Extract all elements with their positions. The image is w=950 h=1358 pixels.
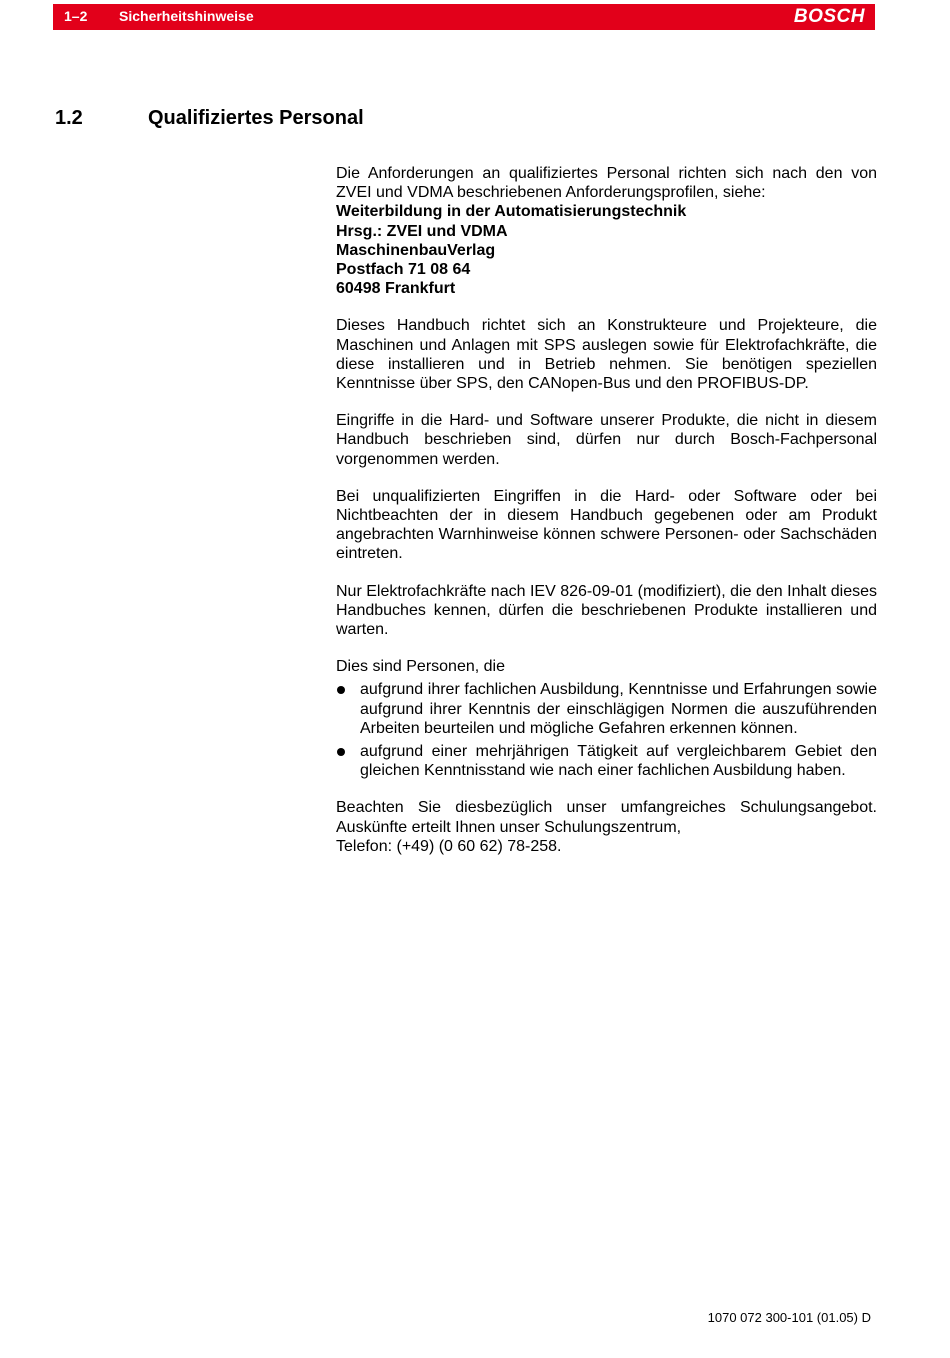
reference-verlag: MaschinenbauVerlag (336, 241, 496, 259)
list-item (336, 742, 877, 780)
paragraph-requirements (336, 164, 877, 298)
list-item-text: aufgrund ihrer fachlichen Ausbildung, Kenntnisse und Erfahrungen sowie aufgrund ihrer Kenntnis der einschlägigen Normen die auszuführenden Arbeiten beurteilen und mögliche Gefahren erkennen können. (360, 681, 877, 737)
bosch-logo: BOSCH (793, 6, 865, 27)
reference-title: Weiterbildung in der Automatisierungstechnik (336, 203, 687, 221)
reference-city: 60498 Frankfurt (336, 280, 456, 298)
paragraph-audience: Dieses Handbuch richtet sich an Konstrukteure und Projekteure, die Maschinen und Anlagen mit SPS auslegen sowie für Elektrofachkräfte, die diese installieren und in Betrieb nehmen. Sie benötigen speziellen Kenntnisse über SPS, den CANopen-Bus und den PROFIBUS-DP. (336, 317, 877, 393)
reference-postfach: Postfach 71 08 64 (336, 261, 471, 279)
reference-publisher: Hrsg.: ZVEI und VDMA (336, 222, 508, 240)
list-item (336, 680, 877, 738)
bullet-icon (337, 748, 345, 756)
section-title: Qualifiziertes Personal (148, 107, 364, 129)
list-item-text: aufgrund einer mehrjährigen Tätigkeit auf vergleichbarem Gebiet den gleichen Kenntnisstand wie nach einer fachlichen Ausbildung haben. (360, 743, 877, 780)
training-phone: Telefon: (+49) (0 60 62) 78-258. (336, 837, 562, 855)
paragraph-persons-intro: Dies sind Personen, die (336, 658, 505, 676)
persons-list (336, 680, 877, 780)
paragraph-training (336, 798, 877, 856)
training-text: Beachten Sie diesbezüglich unser umfangreiches Schulungsangebot. Auskünfte erteilt Ihnen unser Schulungszentrum, (336, 799, 877, 836)
paragraph-electricians: Nur Elektrofachkräfte nach IEV 826-09-01 (modifiziert), die den Inhalt dieses Handbuches kennen, dürfen die beschriebenen Produkte installieren und warten. (336, 582, 877, 639)
main-content (336, 164, 877, 874)
page-number: 1–2 (64, 8, 88, 24)
page-header-bar (53, 4, 875, 30)
document-number: 1070 072 300-101 (01.05) D (707, 1310, 871, 1325)
requirements-text: Die Anforderungen an qualifiziertes Personal richten sich nach den von ZVEI und VDMA beschriebenen Anforderungsprofilen, siehe: (336, 165, 877, 202)
chapter-title: Sicherheitshinweise (119, 8, 254, 24)
section-number: 1.2 (55, 107, 83, 129)
bullet-icon (337, 686, 345, 694)
paragraph-warning: Bei unqualifizierten Eingriffen in die Hard- oder Software oder bei Nichtbeachten der in diesem Handbuch gegebenen oder am Produkt angebrachten Warnhinweise können schwere Personen- oder Sachschäden eintreten. (336, 487, 877, 563)
paragraph-interventions: Eingriffe in die Hard- und Software unserer Produkte, die nicht in diesem Handbuch beschrieben sind, dürfen nur durch Bosch-Fachpersonal vorgenommen werden. (336, 412, 877, 468)
